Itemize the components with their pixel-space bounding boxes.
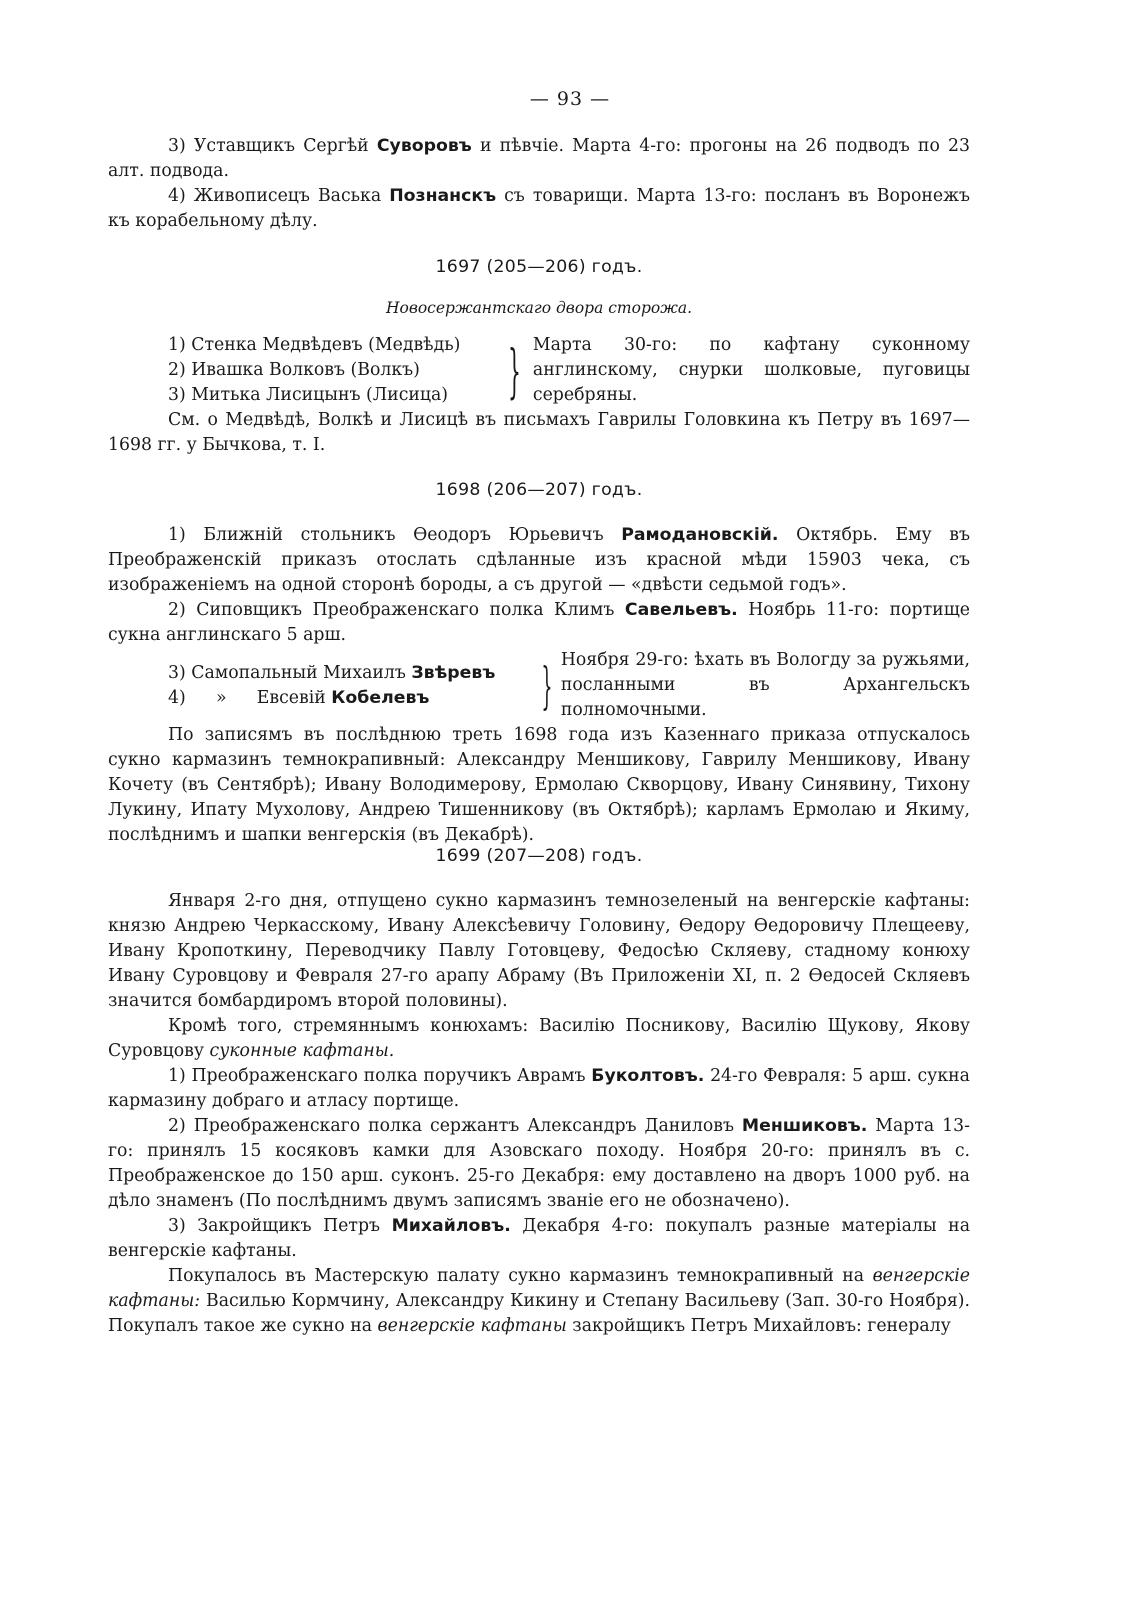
entry-text: Самопальный Михаилъ [191, 662, 406, 683]
gunsmiths-group [108, 648, 970, 723]
year-heading: 1697 (205—206) годъ. [435, 257, 643, 277]
entry-number: 3) [168, 662, 186, 683]
brace: } [507, 336, 521, 405]
entry-paragraph [108, 1114, 970, 1214]
entry-paragraph [108, 598, 970, 648]
entry-number: 1) [168, 1066, 186, 1086]
person-surname: Познанскъ [389, 186, 497, 206]
entry-text: 24-го Февраля: 5 арш. сукна кармазину добраго и атласу портище. [108, 1066, 970, 1111]
section-subheading: Новосержантскаго двора сторожа. [385, 299, 693, 317]
paragraph-text: Кромѣ того, стремяннымъ конюхамъ: Василію Посникову, Василію Щукову, Якову Суровцову [108, 1016, 970, 1061]
group-note: Марта 30-го: по кафтану суконному англинскому, снурки шолковые, пуговицы серебряны. [532, 335, 970, 405]
person-surname: Буколтовъ. [591, 1066, 705, 1086]
list-item: 2) Ивашка Волковъ (Волкъ) [168, 360, 420, 380]
paragraph-text: Василью Кормчину, Александру Кикину и Степану Васильеву (Зап. 30-го Ноября). Покупалъ такое же сукно на [108, 1291, 971, 1336]
watchmen-group [108, 333, 970, 408]
entry-paragraph [108, 523, 970, 598]
entry-number: 1) [168, 525, 186, 545]
entry-number: 2) [168, 600, 186, 620]
entry-number: 3) [168, 136, 186, 156]
entry-number: 3) [168, 1216, 186, 1236]
person-surname: Суворовъ [376, 136, 472, 156]
entry-number: 4) [168, 186, 186, 206]
paragraph-text: Покупалось въ Мастерскую палату сукно кармазинъ темнокрапивный на [168, 1266, 865, 1286]
entry-number: 2) [168, 1116, 186, 1136]
list-item: 3) Митька Лисицынъ (Лисица) [168, 385, 449, 405]
entry-text: Евсевій [256, 687, 326, 708]
year-heading: 1699 (207—208) годъ. [435, 846, 643, 866]
brace: } [541, 656, 553, 715]
person-surname: Меншиковъ. [741, 1116, 868, 1136]
watchmen-list [108, 333, 498, 408]
paragraph-italic: суконные кафтаны. [209, 1041, 395, 1061]
group-note: Ноября 29-го: ѣхать въ Вологду за ружьями, посланными въ Архангельскъ полномочными. [560, 650, 970, 720]
person-surname: Звѣревъ [411, 662, 496, 683]
entry-paragraph [108, 184, 970, 234]
entry-text: Марта 13-го: принялъ 15 косяковъ камки для Азовскаго походу. Ноября 20-го: принялъ въ с. Преображенское до 150 арш. суконъ. 25-го Декабря: ему доставлено на дворъ 1000 руб. на дѣло знаменъ (По послѣднимъ двумъ записямъ званіе его не обозначено). [108, 1116, 970, 1211]
person-surname: Михайловъ. [391, 1216, 511, 1236]
paragraph-italic: венгерскіе кафтаны [377, 1316, 567, 1336]
text-paragraph [108, 1014, 970, 1064]
entry-paragraph [108, 1214, 970, 1264]
text-paragraph: Января 2-го дня, отпущено сукно кармазинъ темнозеленый на венгерскіе кафтаны: князю Андрею Черкасскому, Ивану Алексѣевичу Головину, Ѳедору Ѳедоровичу Плещееву, Ивану Кропоткину, Переводчику Павлу Готовцеву, Федосѣю Скляеву, стадному конюху Ивану Суровцову и Февраля 27-го арапу Абраму (Въ Приложеніи XI, п. 2 Ѳедосей Скляевъ значится бомбардиромъ второй половины). [108, 891, 970, 1011]
entry-text: Закройщикъ Петръ [197, 1216, 381, 1236]
top-entries [108, 134, 970, 234]
entry-text: Сиповщикъ Преображенскаго полка Климъ [196, 600, 615, 620]
section-1698 [108, 478, 970, 848]
page-number: — 93 — [529, 88, 611, 110]
entry-paragraph [108, 1064, 970, 1114]
entry-text: Октябрь. Ему въ Преображенскій приказъ отослать сдѣланные изъ красной мѣди 15903 чека, съ изображеніемъ на одной сторонѣ бороды, а съ другой — «двѣсти седьмой годъ». [108, 525, 971, 595]
entry-text: Ноябрь 11-го: портище сукна англинскаго 5 арш. [108, 600, 970, 645]
year-heading: 1698 (206—207) годъ. [435, 480, 643, 500]
text-paragraph [108, 1264, 970, 1339]
entry-paragraph [108, 134, 970, 184]
person-surname: Савельевъ. [624, 600, 738, 620]
entry-text: Преображенскаго полка поручикъ Аврамъ [191, 1066, 586, 1086]
reference-paragraph: См. о Медвѣдѣ, Волкѣ и Лисицѣ въ письмахъ Гаврилы Головкина къ Петру въ 1697—1698 гг. у Бычкова, т. I. [108, 410, 970, 455]
entry-text: Ближній стольникъ Ѳеодоръ Юрьевичъ [203, 525, 604, 545]
list-item [168, 686, 533, 711]
entry-text: Преображенскаго полка сержантъ Александръ Даниловъ [193, 1116, 734, 1136]
entry-text: и пѣвчіе. Марта 4-го: прогоны на 26 подводъ по 23 алт. подвода. [108, 136, 970, 181]
paragraph-text: закройщикъ Петръ Михайловъ: генералу [572, 1316, 951, 1336]
entry-text: съ товарищи. Марта 13-го: посланъ въ Воронежъ къ корабельному дѣлу. [108, 186, 971, 231]
gunsmiths-list [108, 661, 533, 711]
section-1697 [108, 255, 970, 458]
list-item: 1) Стенка Медвѣдевъ (Медвѣдь) [168, 335, 461, 355]
entry-number: 4) [168, 687, 186, 708]
entry-text: Декабря 4-го: покупалъ разные матеріалы на венгерскіе кафтаны. [108, 1216, 970, 1261]
section-1699 [108, 844, 970, 1339]
entry-text: Живописецъ Васька [193, 186, 382, 206]
ditto-mark: » [215, 687, 227, 708]
person-surname: Рамодановскій. [621, 525, 779, 545]
summary-paragraph: По записямъ въ послѣднюю треть 1698 года изъ Казеннаго приказа отпускалось сукно кармазинъ темнокрапивный: Александру Меншикову, Гаврилу Меншикову, Ивану Кочету (въ Сентябрѣ); Ивану Володимерову, Ермолаю Скворцову, Ивану Синявину, Тихону Лукину, Ипату Мухолову, Андрею Тишенникову (въ Октябрѣ); карламъ Ермолаю и Якиму, послѣднимъ и шапки венгерскія (въ Декабрѣ). [108, 725, 970, 845]
paragraph-italic: венгерскіе кафтаны: [108, 1266, 971, 1311]
list-item [168, 661, 533, 686]
entry-text: Уставщикъ Сергѣй [193, 136, 369, 156]
person-surname: Кобелевъ [331, 687, 430, 708]
